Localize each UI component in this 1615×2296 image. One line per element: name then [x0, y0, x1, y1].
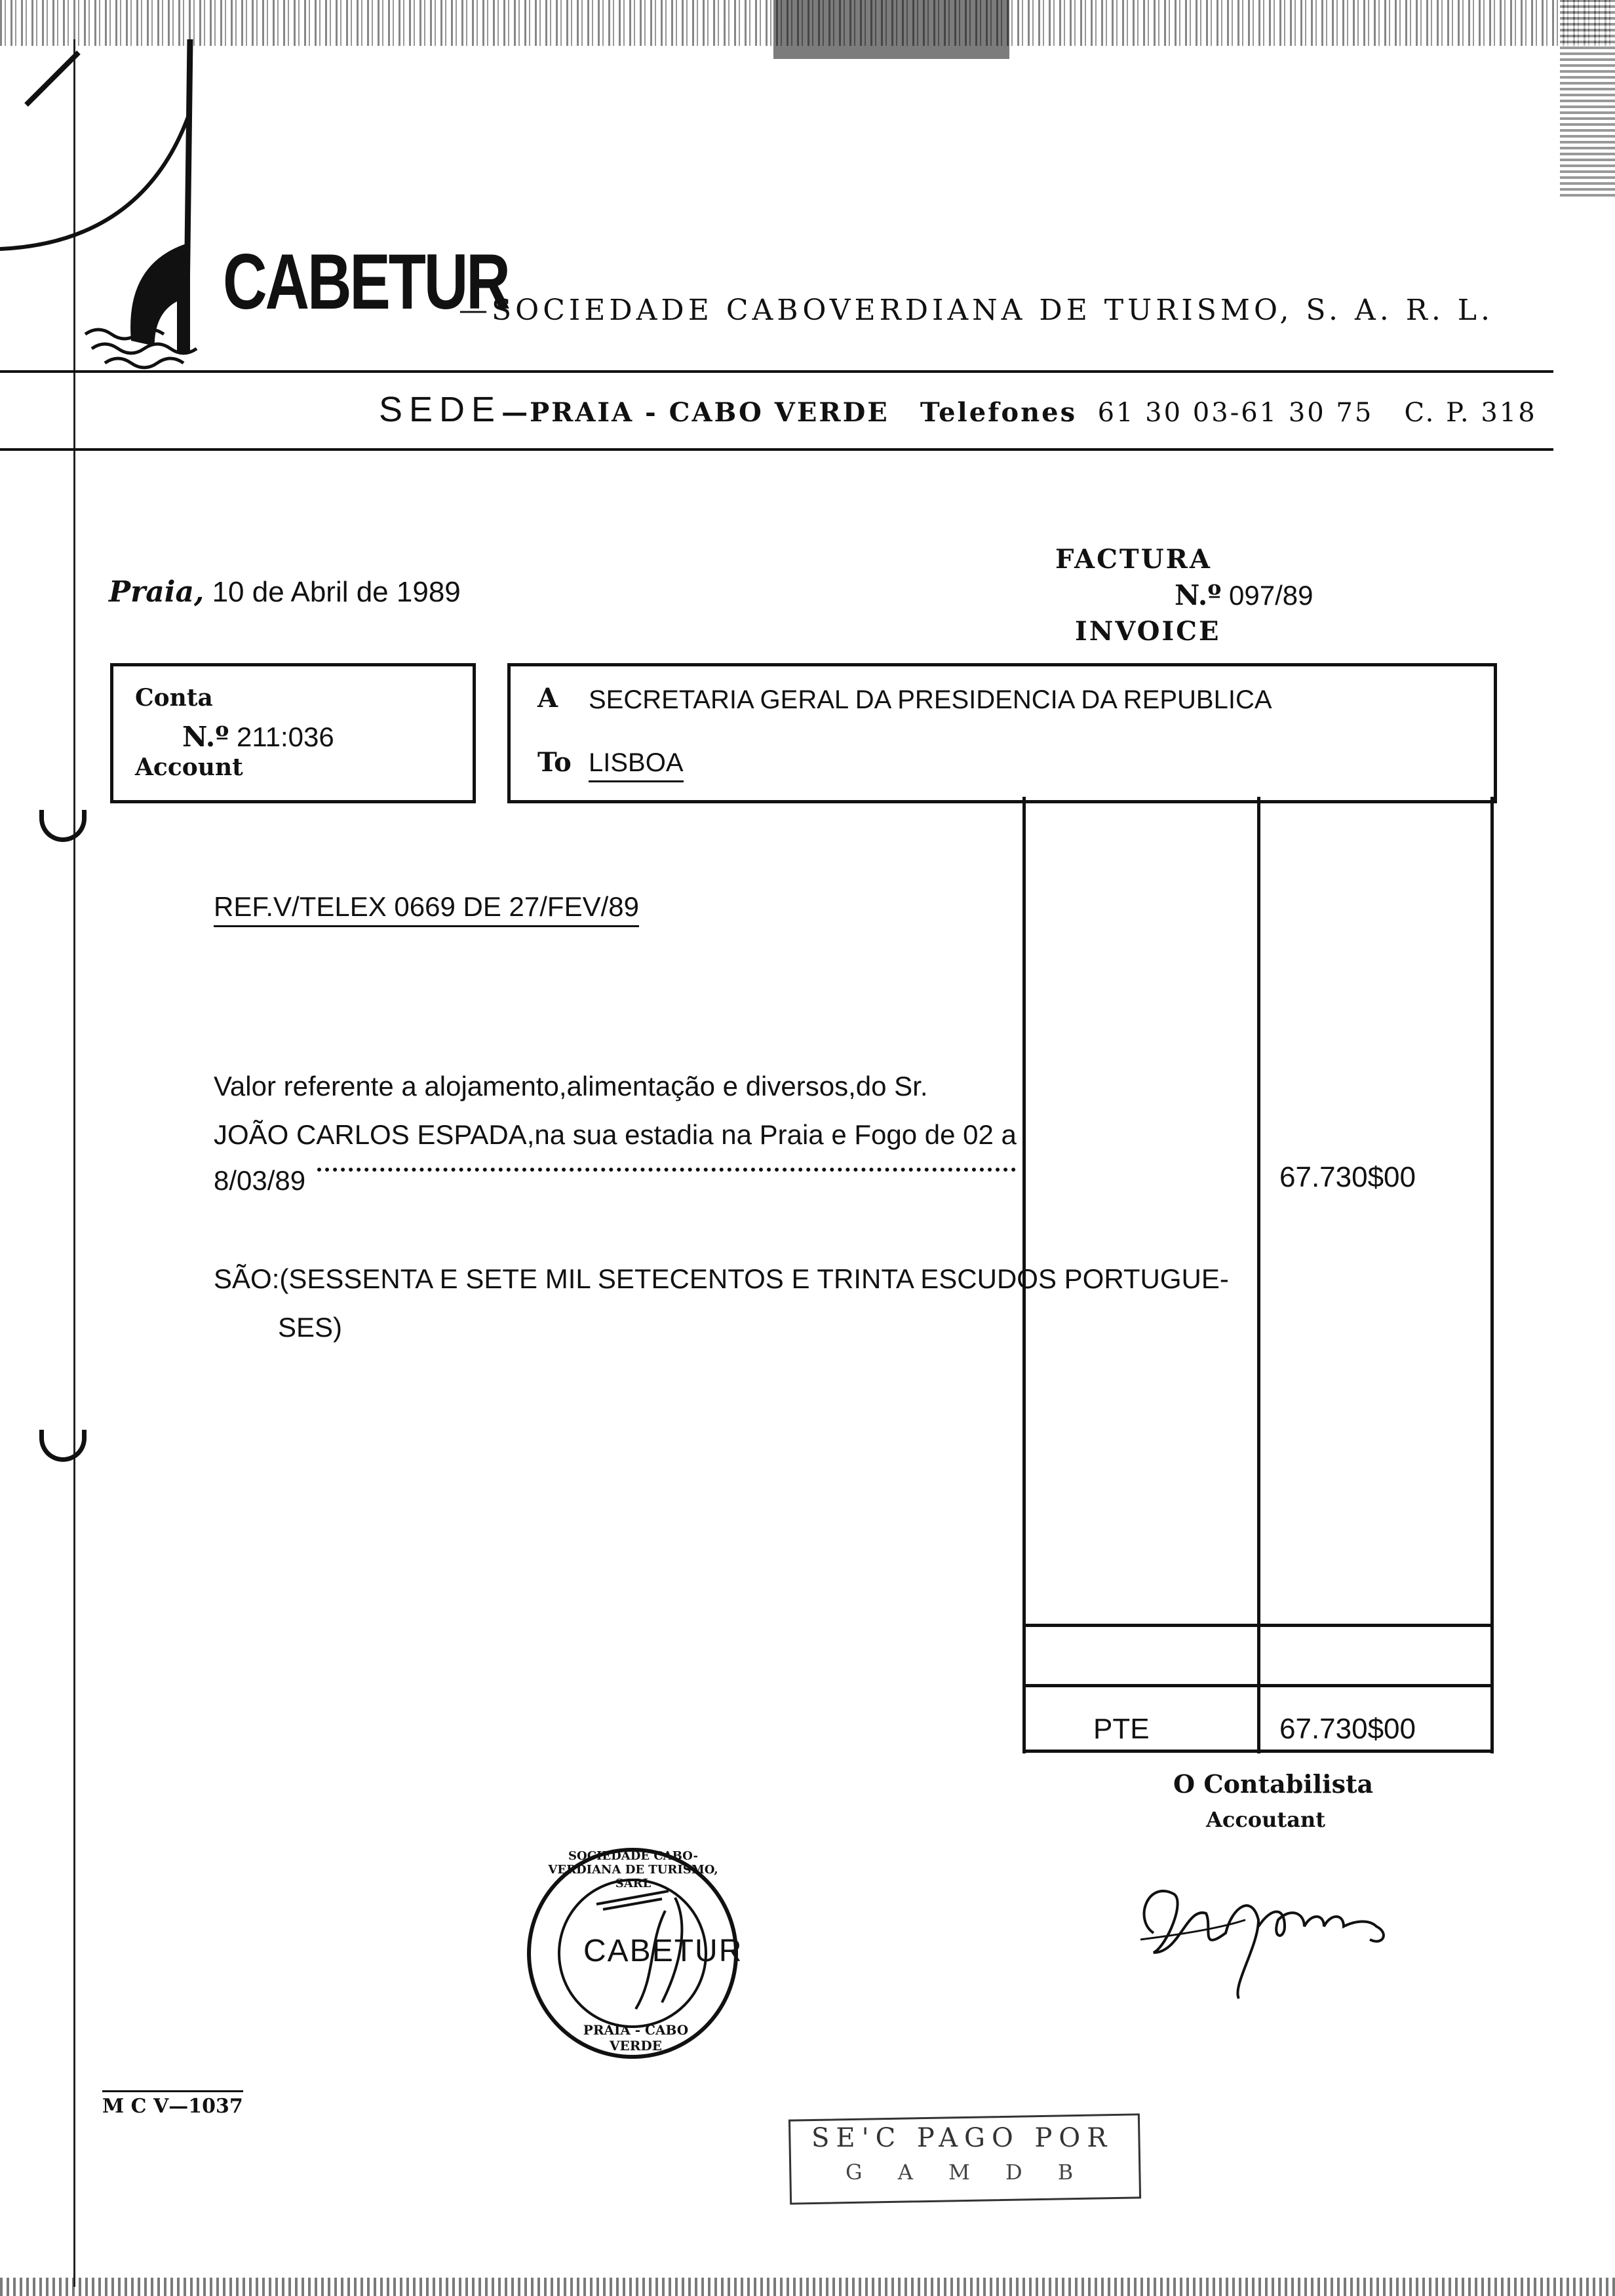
scan-noise-right — [1560, 0, 1615, 197]
header-rule-top — [0, 370, 1553, 373]
leader-dots — [317, 1168, 1016, 1172]
invoice-place: Praia, — [109, 575, 204, 609]
total-rule — [1022, 1684, 1494, 1687]
column-divider — [1490, 797, 1494, 1753]
binder-hole-icon — [39, 810, 87, 842]
paid-stamp-line-2: G A M D B — [846, 2160, 1088, 2185]
brand-name: CABETUR — [223, 238, 509, 326]
recipient-city: LISBOA — [589, 748, 684, 782]
invoice-number-line — [1175, 579, 1313, 611]
account-number: 211:036 — [237, 721, 334, 752]
line-amount: 67.730$00 — [1279, 1161, 1416, 1193]
reference-line: REF.V/TELEX 0669 DE 27/FEV/89 — [214, 891, 639, 927]
total-amount: 67.730$00 — [1279, 1713, 1416, 1745]
invoice-date-line — [109, 575, 461, 609]
invoice-date: 10 de Abril de 1989 — [212, 576, 461, 608]
account-label-en: Account — [135, 754, 243, 781]
invoice-number-label: N.º — [1175, 579, 1222, 611]
seal-center-text: CABETUR — [583, 1934, 743, 1968]
sede-address: —PRAIA - CABO VERDE — [501, 397, 889, 428]
cabetur-logo-icon — [0, 26, 288, 393]
accountant-title-en: Accoutant — [1206, 1807, 1325, 1832]
recipient-label-a: A — [537, 683, 558, 714]
seal-ring-text: SOCIEDADE CABO-VERDIANA DE TURISMO, SARL — [548, 1849, 718, 1890]
total-rule — [1022, 1750, 1494, 1753]
amount-in-words-1: SÃO:(SESSENTA E SETE MIL SETECENTOS E TRINTA ESCUDOS PORTUGUE- — [214, 1263, 1229, 1294]
invoice-title-pt: FACTURA — [1055, 544, 1212, 575]
recipient-label-to: To — [537, 747, 572, 778]
currency-label: PTE — [1093, 1713, 1150, 1745]
account-number-line — [182, 721, 334, 753]
sede-line — [379, 389, 1537, 430]
sede-label: SEDE — [379, 390, 502, 429]
seal-bottom-text: PRAIA - CABO VERDE — [583, 2022, 689, 2054]
po-box: C. P. 318 — [1404, 398, 1537, 428]
recipient-name: SECRETARIA GERAL DA PRESIDENCIA DA REPUBLICA — [589, 685, 1272, 714]
header-rule-bottom — [0, 448, 1553, 451]
phones: 61 30 03-61 30 75 — [1097, 398, 1374, 428]
description-line-3: 8/03/89 — [214, 1165, 306, 1196]
column-divider — [1257, 797, 1260, 1753]
scan-noise-top-dark — [773, 0, 1009, 59]
seal-icon — [524, 1845, 741, 2061]
paid-stamp-line-1: SE'C PAGO POR — [811, 2123, 1114, 2153]
invoice-title-en: INVOICE — [1075, 616, 1221, 647]
binder-hole-icon — [39, 1430, 87, 1462]
description-line-1: Valor referente a alojamento,alimentação e diversos,do Sr. — [214, 1071, 928, 1101]
company-name: —SOCIEDADE CABOVERDIANA DE TURISMO, S. A. R. L. — [459, 294, 1494, 327]
account-label-pt: Conta — [135, 684, 213, 712]
accountant-title-pt: O Contabilista — [1173, 1769, 1374, 1799]
phones-label: Telefones — [920, 397, 1078, 428]
total-rule — [1022, 1624, 1494, 1627]
signature-icon — [1127, 1854, 1403, 2005]
description-line-2: JOÃO CARLOS ESPADA,na sua estadia na Praia e Fogo de 02 a — [214, 1119, 1017, 1150]
account-number-label: N.º — [182, 721, 229, 753]
scan-noise-bottom — [0, 2278, 1615, 2296]
amount-in-words-2: SES) — [278, 1312, 343, 1343]
invoice-number: 097/89 — [1229, 580, 1313, 611]
form-code: M C V—1037 — [102, 2090, 243, 2118]
